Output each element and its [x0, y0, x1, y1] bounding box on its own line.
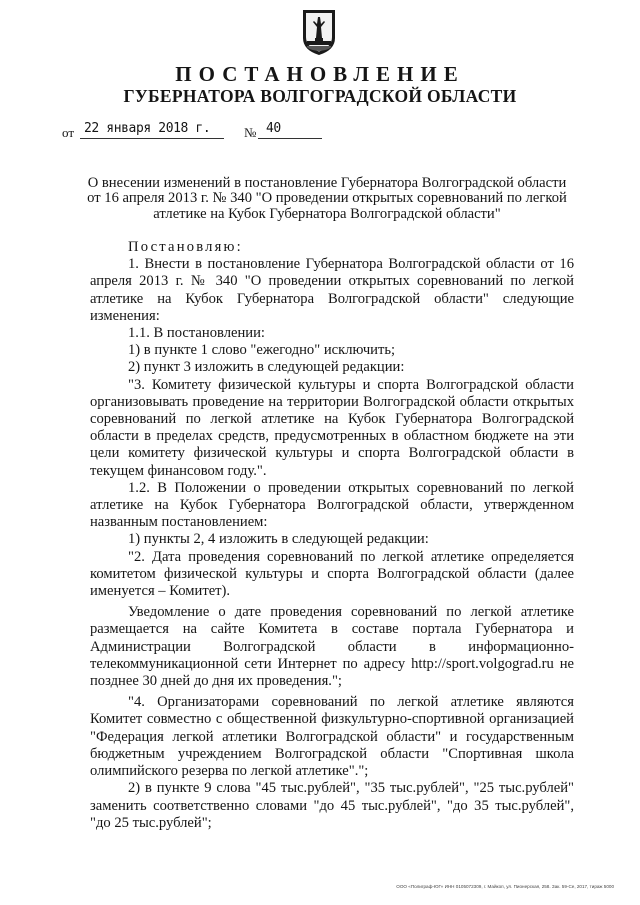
- paragraph-1-1-item-2: 2) пункт 3 изложить в следующей редакции:: [128, 359, 405, 376]
- document-issuer: ГУБЕРНАТОРА ВОЛГОГРАДСКОЙ ОБЛАСТИ: [123, 86, 517, 106]
- volgograd-coat-of-arms-icon: [301, 8, 337, 56]
- paragraph-1-1-item-1: 1) в пункте 1 слово "ежегодно" исключить;: [128, 342, 396, 359]
- date-number-line: [62, 121, 462, 145]
- printer-imprint: ООО «Полиграф-ЮГ» ИНН 0105072309, г. Майкоп, ул. Пионерская, 258. Зак. 59-Се, 2017, тираж 5000: [396, 884, 614, 889]
- paragraph-1-1: 1.1. В постановлении:: [128, 325, 265, 342]
- document-title: ПОСТАНОВЛЕНИЕ: [175, 62, 465, 86]
- date-prefix: от: [62, 125, 75, 140]
- document-body: [90, 239, 574, 832]
- paragraph-1-2-point-2: "2. Дата проведения соревнований по легкой атлетике определяется комитетом физической культуры и спорта Волгоградской области (далее именуется – Комитет).: [90, 548, 574, 600]
- number-value: 40: [266, 121, 281, 136]
- paragraph-1: 1. Внести в постановление Губернатора Волгоградской области от 16 апреля 2013 г. № 340 "О проведении открытых соревнований по легкой атлетике на Кубок Губернатора Волгоградской области" следующие изменения:: [90, 256, 574, 324]
- number-underline: [258, 138, 322, 139]
- decree-word: Постановляю:: [128, 239, 243, 255]
- paragraph-1-2-item-2: 2) в пункте 9 слова "45 тыс.рублей", "35 тыс.рублей", "25 тыс.рублей" заменить соответственно словами "до 45 тыс.рублей", "до 35 тыс.рублей", "до 25 тыс.рублей";: [90, 780, 574, 831]
- paragraph-1-1-quote: "3. Комитету физической культуры и спорта Волгоградской области организовывать проведение на территории Волгоградской области открытых соревнований по легкой атлетике на Кубок Губернатора Волгоградской области в пределах средств, предусмотренных в областном бюджете на эти цели комитету физической культуры и спорта Волгоградской области в текущем финансовом году.".: [90, 376, 574, 479]
- date-underline: [80, 138, 224, 139]
- paragraph-1-2: 1.2. В Положении о проведении открытых соревнований по легкой атлетике на Кубок Губернатора Волгоградской области, утвержденном названным постановлением:: [90, 479, 574, 531]
- paragraph-1-2-point-4: "4. Организаторами соревнований по легкой атлетике являются Комитет совместно с общественной физкультурно-спортивной организацией "Федерация легкой атлетики Волгоградской области" и государственным бюджетным учреждением Волгоградской области "Спортивная школа олимпийского резерва по легкой атлетике".";: [90, 694, 574, 780]
- date-value: 22 января 2018 г.: [84, 121, 211, 136]
- paragraph-1-2-item-1: 1) пункты 2, 4 изложить в следующей редакции:: [128, 531, 429, 548]
- coat-of-arms-graphic: [301, 8, 337, 56]
- number-prefix: №: [244, 125, 257, 140]
- paragraph-1-2-notice: Уведомление о дате проведения соревнований по легкой атлетике размещается на сайте Комитета в составе портала Губернатора и Администрации Волгоградской области в информационно-телекоммуникационной сети Интернет по адресу http://sport.volgograd.ru не позднее 30 дней до дня их проведения.";: [90, 604, 574, 690]
- document-subject: О внесении изменений в постановление Губернатора Волгоградской области от 16 апреля 2013 г. № 340 "О проведении открытых соревнований по легкой атлетике на Кубок Губернатора Волгоградской области": [87, 175, 567, 222]
